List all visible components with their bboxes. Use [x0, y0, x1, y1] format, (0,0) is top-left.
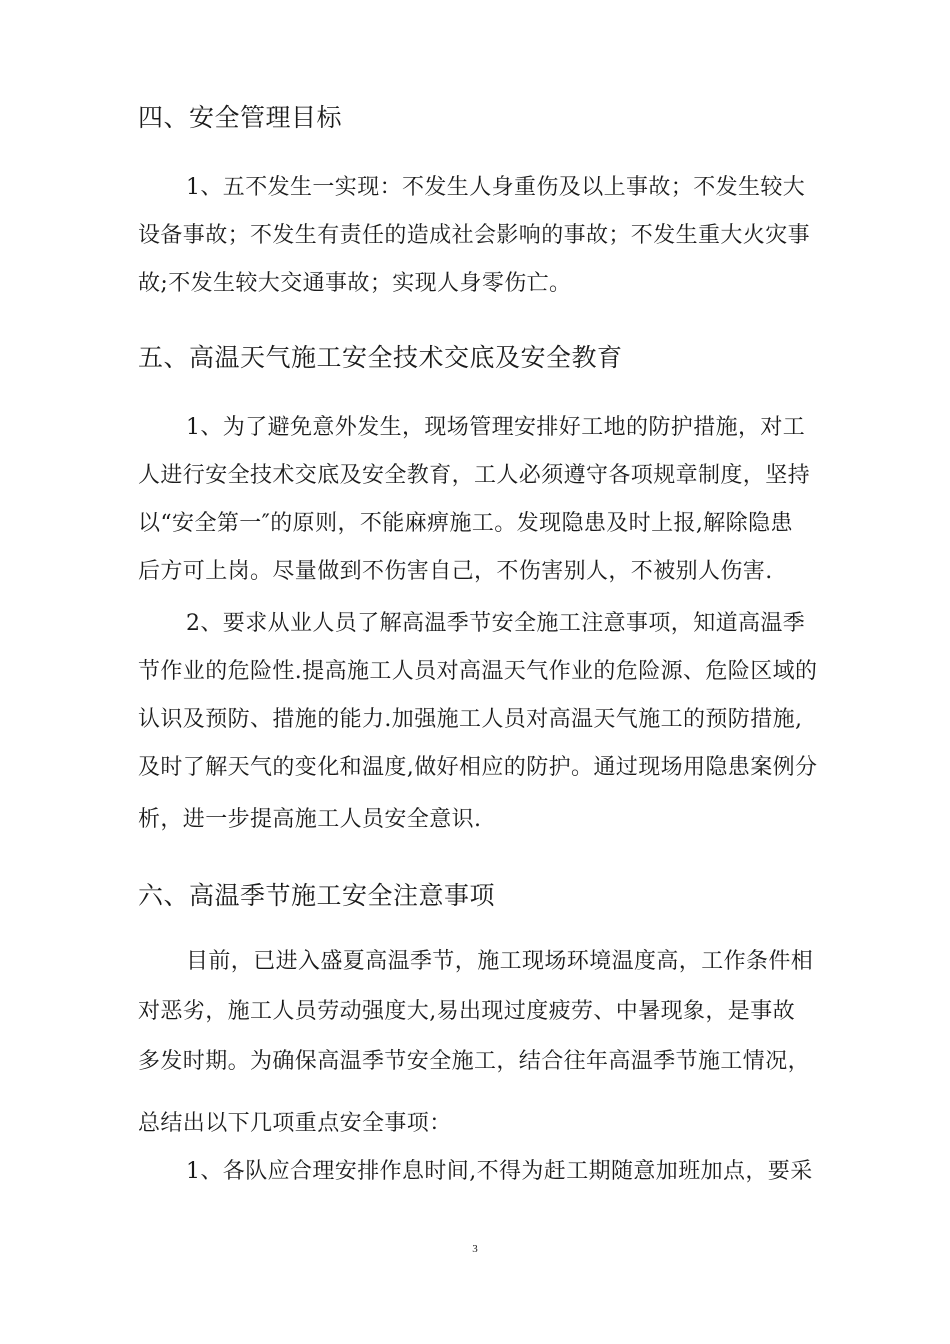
- paragraph-line: 设备事故；不发生有责任的造成社会影响的事故；不发生重大火灾事: [138, 223, 811, 248]
- paragraph-line: 节作业的危险性.提高施工人员对高温天气作业的危险源、危险区域的: [138, 659, 818, 684]
- paragraph-line: 2、要求从业人员了解高温季节安全施工注意事项，知道高温季: [186, 611, 806, 636]
- paragraph-line: 以“安全第一″的原则，不能麻痹施工。发现隐患及时上报,解除隐患: [138, 511, 793, 536]
- paragraph-line: 总结出以下几项重点安全事项：: [138, 1111, 452, 1136]
- paragraph-line: 目前，已进入盛夏高温季节，施工现场环境温度高，工作条件相: [186, 949, 814, 974]
- section-heading-5: 五、高温天气施工安全技术交底及安全教育: [138, 343, 623, 372]
- paragraph-line: 1、各队应合理安排作息时间,不得为赶工期随意加班加点，要采: [186, 1159, 813, 1184]
- section-heading-4: 四、安全管理目标: [138, 103, 343, 132]
- paragraph-line: 多发时期。为确保高温季节安全施工，结合往年高温季节施工情况，: [138, 1049, 811, 1074]
- paragraph-line: 认识及预防、措施的能力.加强施工人员对高温天气施工的预防措施,: [138, 707, 803, 732]
- page-number: 3: [472, 1243, 478, 1255]
- paragraph-line: 对恶劣，施工人员劳动强度大,易出现过度疲劳、中暑现象，是事故: [138, 999, 795, 1024]
- paragraph-line: 人进行安全技术交底及安全教育，工人必须遵守各项规章制度，坚持: [138, 463, 811, 488]
- paragraph-line: 及时了解天气的变化和温度,做好相应的防护。通过现场用隐患案例分: [138, 755, 818, 780]
- paragraph-line: 故;不发生较大交通事故；实现人身零伤亡。: [138, 271, 572, 296]
- paragraph-line: 1、为了避免意外发生，现场管理安排好工地的防护措施，对工: [186, 415, 806, 440]
- paragraph-line: 后方可上岗。尽量做到不伤害自己，不伤害别人，不被别人伤害.: [138, 559, 773, 584]
- section-heading-6: 六、高温季节施工安全注意事项: [138, 881, 496, 910]
- paragraph-line: 1、五不发生一实现：不发生人身重伤及以上事故；不发生较大: [186, 175, 806, 200]
- paragraph-line: 析，进一步提高施工人员安全意识.: [138, 807, 482, 832]
